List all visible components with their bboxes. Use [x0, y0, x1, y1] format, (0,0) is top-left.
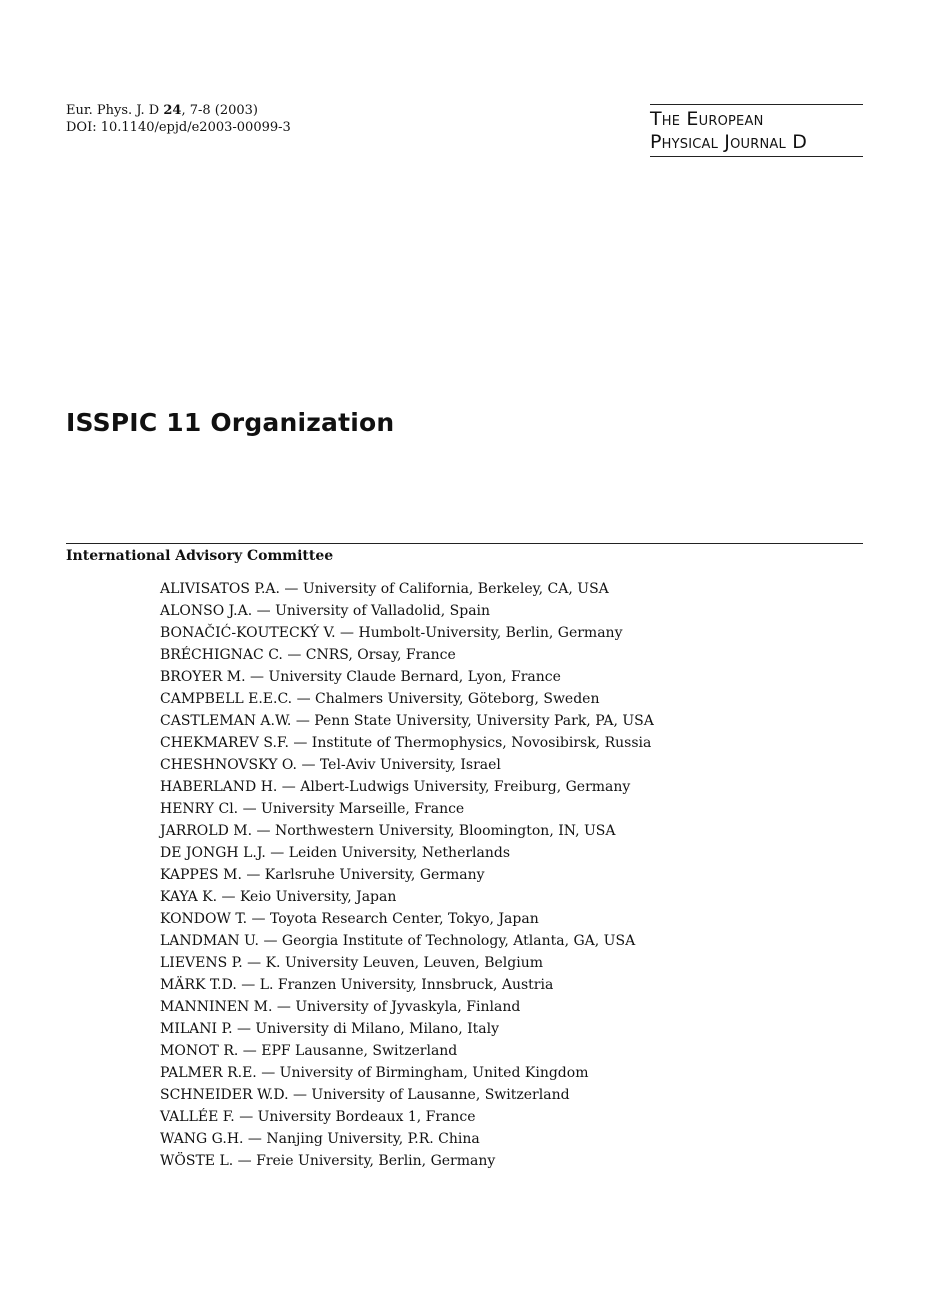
committee-member: KONDOW T. — Toyota Research Center, Tokyo, Japan — [160, 911, 539, 927]
journal-name-line-1: The European — [650, 108, 764, 130]
committee-heading: International Advisory Committee — [66, 548, 334, 564]
committee-member: DE JONGH L.J. — Leiden University, Netherlands — [160, 845, 511, 861]
committee-member: BROYER M. — University Claude Bernard, Lyon, France — [160, 669, 561, 685]
doi-line: DOI: 10.1140/epjd/e2003-00099-3 — [66, 120, 291, 135]
committee-member: JARROLD M. — Northwestern University, Bloomington, IN, USA — [160, 823, 616, 839]
committee-member: CASTLEMAN A.W. — Penn State University, University Park, PA, USA — [160, 713, 654, 729]
committee-member: CHESHNOVSKY O. — Tel-Aviv University, Israel — [160, 757, 501, 773]
committee-member: LANDMAN U. — Georgia Institute of Technology, Atlanta, GA, USA — [160, 933, 636, 949]
committee-member: BONAČIĆ-KOUTECKÝ V. — Humbolt-University, Berlin, Germany — [160, 625, 623, 641]
committee-member: CHEKMAREV S.F. — Institute of Thermophysics, Novosibirsk, Russia — [160, 735, 652, 751]
citation-suffix: , 7-8 (2003) — [181, 103, 258, 118]
section-divider — [66, 543, 863, 544]
committee-member: KAYA K. — Keio University, Japan — [160, 889, 397, 905]
committee-member: HENRY Cl. — University Marseille, France — [160, 801, 465, 817]
committee-member: BRÉCHIGNAC C. — CNRS, Orsay, France — [160, 647, 456, 663]
committee-member: HABERLAND H. — Albert-Ludwigs University, Freiburg, Germany — [160, 779, 631, 795]
committee-member: ALIVISATOS P.A. — University of California, Berkeley, CA, USA — [160, 581, 609, 597]
citation-line — [66, 102, 291, 119]
committee-member: WÖSTE L. — Freie University, Berlin, Germany — [160, 1153, 496, 1169]
committee-member: VALLÉE F. — University Bordeaux 1, France — [160, 1109, 476, 1125]
committee-member: PALMER R.E. — University of Birmingham, United Kingdom — [160, 1065, 589, 1081]
page-title: ISSPIC 11 Organization — [66, 408, 395, 437]
committee-member: MÄRK T.D. — L. Franzen University, Innsbruck, Austria — [160, 977, 554, 993]
committee-member: KAPPES M. — Karlsruhe University, Germany — [160, 867, 485, 883]
committee-member: SCHNEIDER W.D. — University of Lausanne, Switzerland — [160, 1087, 570, 1103]
committee-member: MILANI P. — University di Milano, Milano, Italy — [160, 1021, 500, 1037]
journal-name-line-2: Physical Journal D — [650, 131, 808, 153]
committee-member: CAMPBELL E.E.C. — Chalmers University, Göteborg, Sweden — [160, 691, 600, 707]
committee-member: LIEVENS P. — K. University Leuven, Leuven, Belgium — [160, 955, 543, 971]
journal-logo — [650, 104, 863, 157]
committee-member: ALONSO J.A. — University of Valladolid, Spain — [160, 603, 491, 619]
volume-number: 24 — [163, 103, 182, 118]
committee-member: WANG G.H. — Nanjing University, P.R. China — [160, 1131, 480, 1147]
citation-block — [66, 102, 291, 136]
committee-member: MONOT R. — EPF Lausanne, Switzerland — [160, 1043, 458, 1059]
committee-member: MANNINEN M. — University of Jyvaskyla, Finland — [160, 999, 521, 1015]
committee-member-list — [160, 578, 654, 1172]
citation-prefix: Eur. Phys. J. D — [66, 103, 164, 118]
